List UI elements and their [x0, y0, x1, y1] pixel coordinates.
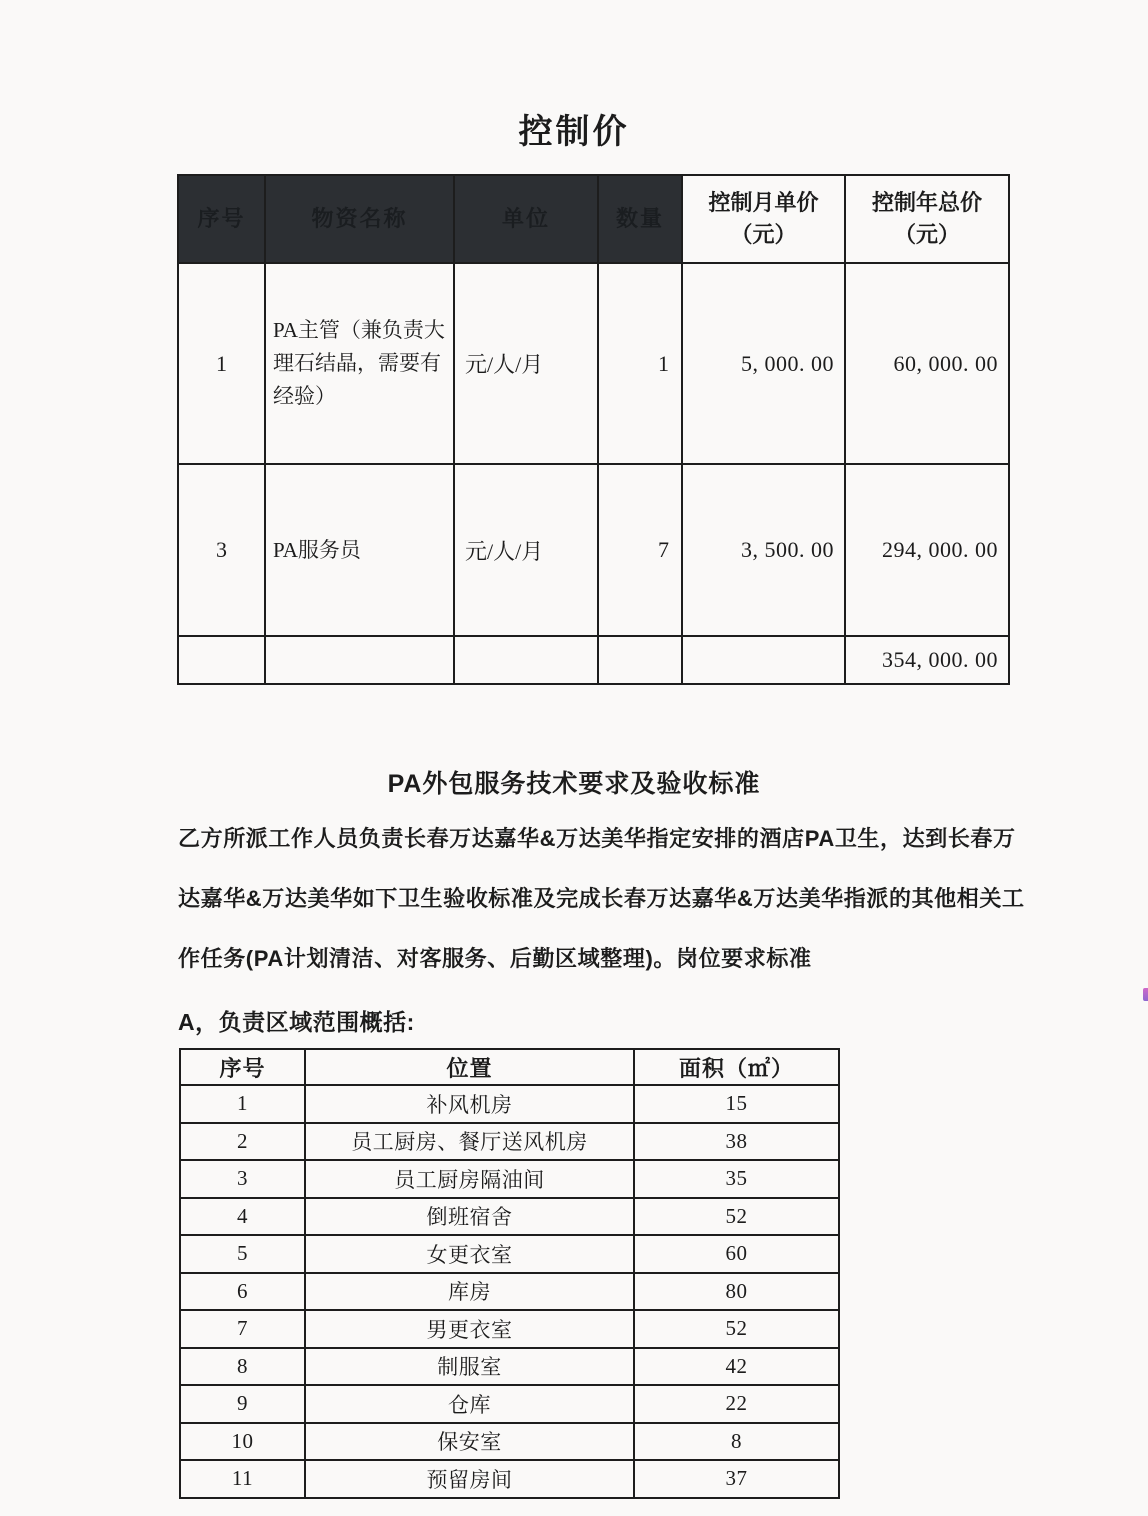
cell-quantity: 1 [598, 263, 682, 464]
cell-location: 员工厨房隔油间 [305, 1160, 634, 1198]
cell-area: 60 [634, 1235, 839, 1273]
cell-item-name: PA服务员 [265, 464, 454, 636]
area-table-row [180, 1423, 839, 1461]
cell-monthly-price: 5, 000. 00 [682, 263, 845, 464]
cell-item-name [265, 636, 454, 684]
paragraph-line-3: 作任务(PA计划清洁、对客服务、后勤区域整理)。岗位要求标准 [178, 946, 812, 971]
price-header-monthly-price: 控制月单价（元） [682, 175, 845, 263]
area-table [179, 1048, 840, 1499]
cell-area: 22 [634, 1385, 839, 1423]
cell-unit: 元/人/月 [454, 464, 598, 636]
cell-quantity [598, 636, 682, 684]
price-header-unit: 单位 [454, 175, 598, 263]
price-table [177, 174, 1010, 685]
area-table-row [180, 1123, 839, 1161]
cell-area: 52 [634, 1310, 839, 1348]
area-table-header-row [180, 1049, 839, 1085]
cell-area: 8 [634, 1423, 839, 1461]
area-table-row [180, 1273, 839, 1311]
cell-location: 仓库 [305, 1385, 634, 1423]
cell-area: 15 [634, 1085, 839, 1123]
cell-yearly-price: 60, 000. 00 [845, 263, 1009, 464]
cell-monthly-price: 3, 500. 00 [682, 464, 845, 636]
cell-area: 52 [634, 1198, 839, 1236]
cell-index: 4 [180, 1198, 305, 1236]
price-table-row [178, 636, 1009, 684]
area-table-row [180, 1385, 839, 1423]
paragraph-line-2: 达嘉华&万达美华如下卫生验收标准及完成长春万达嘉华&万达美华指派的其他相关工 [178, 886, 1025, 911]
cell-index: 6 [180, 1273, 305, 1311]
cell-index [178, 636, 265, 684]
cell-index: 5 [180, 1235, 305, 1273]
cell-location: 员工厨房、餐厅送风机房 [305, 1123, 634, 1161]
section-heading: PA外包服务技术要求及验收标准 [387, 770, 761, 798]
cell-location: 倒班宿舍 [305, 1198, 634, 1236]
cell-area: 37 [634, 1460, 839, 1498]
cell-area: 35 [634, 1160, 839, 1198]
area-table-row [180, 1160, 839, 1198]
cell-location: 库房 [305, 1273, 634, 1311]
cell-index: 1 [180, 1085, 305, 1123]
area-table-row [180, 1460, 839, 1498]
page-title: 控制价 [518, 113, 630, 151]
cell-location: 保安室 [305, 1423, 634, 1461]
area-table-row [180, 1198, 839, 1236]
cell-index: 11 [180, 1460, 305, 1498]
area-table-row [180, 1310, 839, 1348]
cell-monthly-price [682, 636, 845, 684]
cell-area: 38 [634, 1123, 839, 1161]
cell-index: 3 [180, 1160, 305, 1198]
cell-area: 42 [634, 1348, 839, 1386]
price-table-header-row [178, 175, 1009, 263]
cell-unit [454, 636, 598, 684]
cell-index: 2 [180, 1123, 305, 1161]
cell-index: 7 [180, 1310, 305, 1348]
price-header-quantity: 数量 [598, 175, 682, 263]
cell-area: 80 [634, 1273, 839, 1311]
cell-location: 预留房间 [305, 1460, 634, 1498]
cell-index: 1 [178, 263, 265, 464]
cell-yearly-price: 294, 000. 00 [845, 464, 1009, 636]
scan-artifact-mark [1143, 988, 1148, 1001]
cell-index: 9 [180, 1385, 305, 1423]
price-table-row [178, 464, 1009, 636]
cell-location: 补风机房 [305, 1085, 634, 1123]
cell-location: 女更衣室 [305, 1235, 634, 1273]
cell-yearly-price: 354, 000. 00 [845, 636, 1009, 684]
cell-index: 3 [178, 464, 265, 636]
area-scope-label: A，负责区域范围概括: [178, 1009, 415, 1035]
price-header-index: 序号 [178, 175, 265, 263]
cell-quantity: 7 [598, 464, 682, 636]
area-header-location: 位置 [305, 1049, 634, 1085]
price-header-yearly-price: 控制年总价（元） [845, 175, 1009, 263]
cell-index: 10 [180, 1423, 305, 1461]
area-table-row [180, 1235, 839, 1273]
paragraph-line-1: 乙方所派工作人员负责长春万达嘉华&万达美华指定安排的酒店PA卫生，达到长春万 [178, 826, 1016, 851]
cell-index: 8 [180, 1348, 305, 1386]
area-header-index: 序号 [180, 1049, 305, 1085]
cell-location: 男更衣室 [305, 1310, 634, 1348]
area-table-row [180, 1348, 839, 1386]
area-table-row [180, 1085, 839, 1123]
price-header-item-name: 物资名称 [265, 175, 454, 263]
area-header-area: 面积（㎡） [634, 1049, 839, 1085]
cell-item-name: PA主管（兼负责大理石结晶，需要有经验） [265, 263, 454, 464]
price-table-row [178, 263, 1009, 464]
cell-unit: 元/人/月 [454, 263, 598, 464]
cell-location: 制服室 [305, 1348, 634, 1386]
